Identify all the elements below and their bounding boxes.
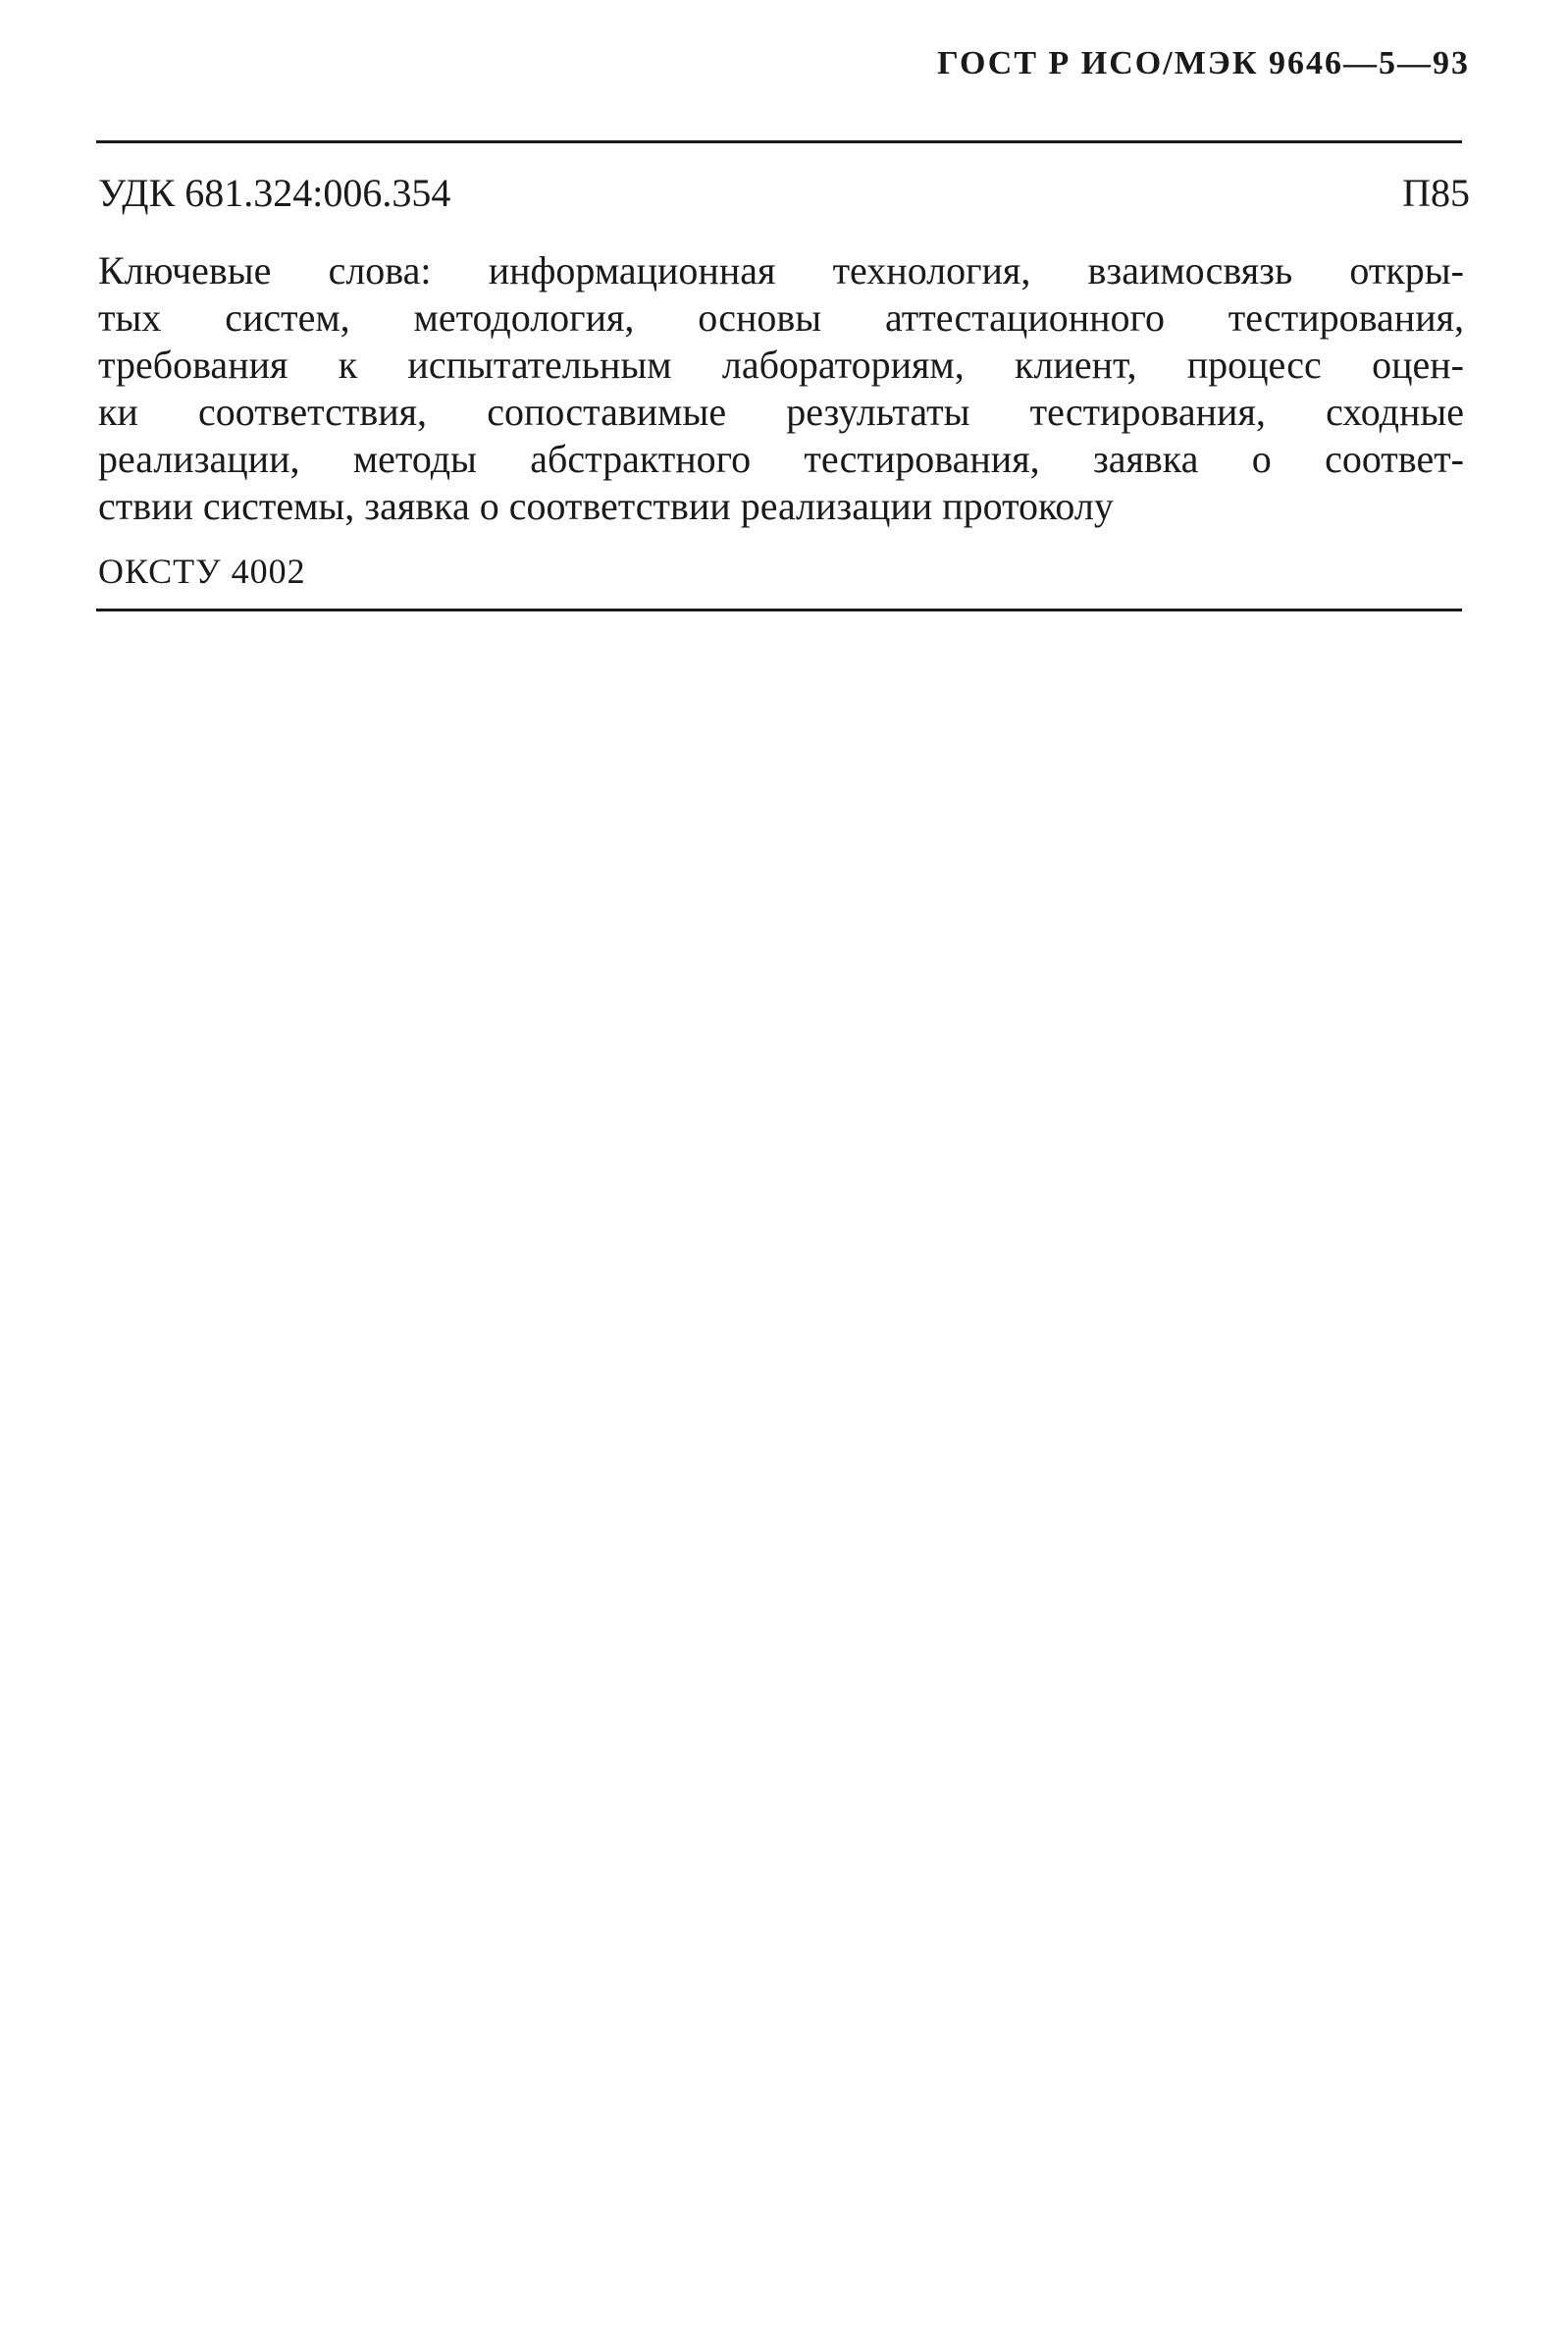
keywords-line: тых систем, методология, основы аттестационного тестирования, [98, 295, 1464, 340]
standard-designation: ГОСТ Р ИСО/МЭК 9646—5—93 [937, 45, 1470, 81]
keywords-paragraph [98, 247, 1464, 530]
udk-line [98, 170, 1470, 217]
oksty-code: ОКСТУ 4002 [98, 552, 306, 591]
keywords-line: требования к испытательным лабораториям, клиент, процесс оцен- [98, 343, 1464, 387]
bottom-divider [96, 609, 1462, 611]
udk-group: П85 [1402, 171, 1470, 215]
keywords-line: ки соответствия, сопоставимые результаты тестирования, сходные [98, 390, 1464, 434]
keywords-line: реализации, методы абстрактного тестирования, заявка о соответ- [98, 437, 1464, 481]
top-divider [96, 140, 1462, 143]
keywords-line: Ключевые слова: информационная технология, взаимосвязь откры- [98, 248, 1464, 292]
keywords-line: ствии системы, заявка о соответствии реализации протоколу [98, 484, 1114, 528]
udk-code: УДК 681.324:006.354 [98, 171, 451, 215]
